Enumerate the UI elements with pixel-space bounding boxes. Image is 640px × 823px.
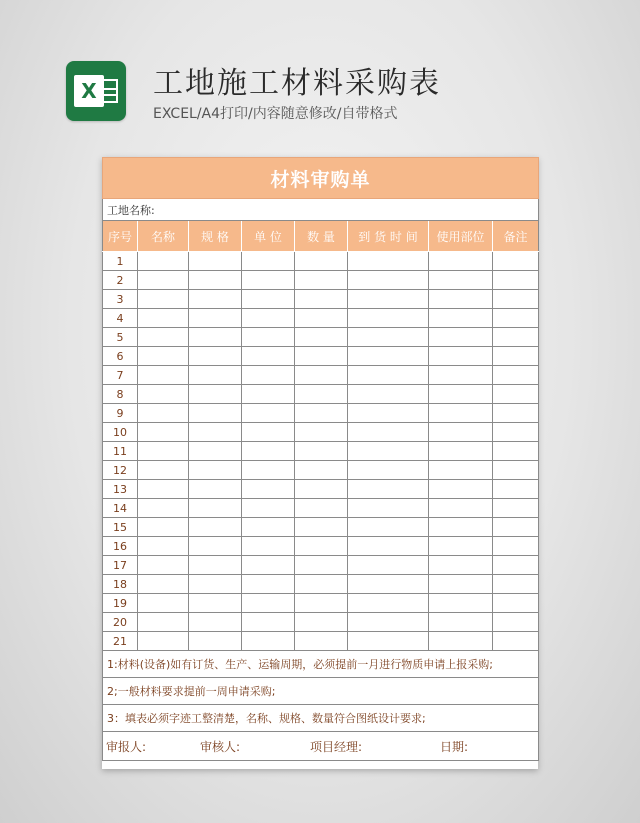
table-cell[interactable] [429,347,493,366]
table-cell[interactable] [138,366,189,385]
table-row [103,404,539,423]
table-cell[interactable] [348,404,429,423]
table-row [103,537,539,556]
table-cell[interactable] [189,366,242,385]
table-row [103,328,539,347]
table-cell[interactable] [138,290,189,309]
signature-reporter[interactable]: 审报人: [106,739,147,754]
row-number: 21 [103,632,138,651]
table-row [103,290,539,309]
table-cell[interactable] [493,347,539,366]
table-cell[interactable] [493,480,539,499]
table-cell[interactable] [493,594,539,613]
table-cell[interactable] [493,423,539,442]
row-number: 17 [103,556,138,575]
table-cell[interactable] [295,575,348,594]
row-number: 14 [103,499,138,518]
table-cell[interactable] [295,537,348,556]
table-cell[interactable] [348,594,429,613]
row-number: 1 [103,252,138,271]
table-cell[interactable] [189,309,242,328]
table-cell[interactable] [493,632,539,651]
table-cell[interactable] [429,556,493,575]
table-row [103,499,539,518]
table-row [103,556,539,575]
row-number: 19 [103,594,138,613]
table-cell[interactable] [429,442,493,461]
table-cell[interactable] [138,575,189,594]
table-cell[interactable] [493,404,539,423]
table-row [103,461,539,480]
table-cell[interactable] [429,613,493,632]
table-row [103,271,539,290]
row-number: 15 [103,518,138,537]
row-number: 18 [103,575,138,594]
table-cell[interactable] [429,594,493,613]
table-cell[interactable] [493,537,539,556]
table-cell[interactable] [242,290,295,309]
signature-date[interactable]: 日期: [440,739,469,754]
table-cell[interactable] [348,575,429,594]
table-cell[interactable] [493,499,539,518]
table-cell[interactable] [242,518,295,537]
table-cell[interactable] [189,480,242,499]
table-cell[interactable] [295,404,348,423]
page-title: 工地施工材料采购表 [153,66,441,101]
table-cell[interactable] [242,632,295,651]
table-cell[interactable] [242,556,295,575]
table-cell[interactable] [295,271,348,290]
table-cell[interactable] [242,347,295,366]
table-cell[interactable] [295,347,348,366]
table-cell[interactable] [242,442,295,461]
row-number: 9 [103,404,138,423]
table-cell[interactable] [242,613,295,632]
table-cell[interactable] [429,404,493,423]
table-cell[interactable] [189,518,242,537]
table-cell[interactable] [295,423,348,442]
row-number: 12 [103,461,138,480]
table-cell[interactable] [189,404,242,423]
note-row [103,678,539,705]
table-cell[interactable] [189,271,242,290]
table-cell[interactable] [295,594,348,613]
table-cell[interactable] [429,461,493,480]
table-cell[interactable] [242,366,295,385]
table-cell[interactable] [189,423,242,442]
table-row [103,480,539,499]
row-number: 11 [103,442,138,461]
table-cell[interactable] [138,499,189,518]
table-cell[interactable] [242,461,295,480]
table-cell[interactable] [138,442,189,461]
table-cell[interactable] [493,366,539,385]
table-row [103,575,539,594]
table-body [103,252,539,651]
row-number: 16 [103,537,138,556]
signature-reviewer[interactable]: 审核人: [200,739,241,754]
table-cell[interactable] [295,613,348,632]
table-cell[interactable] [295,499,348,518]
table-cell[interactable] [138,632,189,651]
table-cell[interactable] [138,537,189,556]
table-cell[interactable] [348,480,429,499]
site-name-row [103,199,539,221]
table-cell[interactable] [189,328,242,347]
table-cell[interactable] [348,347,429,366]
table-cell[interactable] [189,613,242,632]
table-cell[interactable] [189,556,242,575]
column-header: 备注 [493,221,539,252]
signature-cell [103,732,539,761]
table-row [103,613,539,632]
column-header: 使用部位 [429,221,493,252]
table-cell[interactable] [242,252,295,271]
table-cell[interactable] [189,594,242,613]
row-number: 5 [103,328,138,347]
row-number: 2 [103,271,138,290]
table-cell[interactable] [493,613,539,632]
signature-row [103,732,539,761]
table-row [103,385,539,404]
table-cell[interactable] [348,518,429,537]
row-number: 10 [103,423,138,442]
table-cell[interactable] [429,328,493,347]
column-header: 规 格 [189,221,242,252]
table-cell[interactable] [295,252,348,271]
table-cell[interactable] [429,271,493,290]
table-cell[interactable] [189,347,242,366]
notes-section [103,651,539,732]
note-text: 3：填表必须字迹工整清楚，名称、规格、数量符合图纸设计要求; [103,705,539,732]
table-row [103,423,539,442]
excel-icon [66,61,126,121]
table-cell[interactable] [295,309,348,328]
form-title-row [103,158,539,199]
table-cell[interactable] [138,252,189,271]
row-number: 6 [103,347,138,366]
table-cell[interactable] [429,480,493,499]
table-cell[interactable] [242,537,295,556]
column-header: 单 位 [242,221,295,252]
table-cell[interactable] [138,594,189,613]
table-cell[interactable] [348,328,429,347]
table-cell[interactable] [429,575,493,594]
table-cell[interactable] [242,271,295,290]
table-cell[interactable] [348,423,429,442]
table-cell[interactable] [295,632,348,651]
table-cell[interactable] [242,423,295,442]
table-cell[interactable] [429,423,493,442]
table-cell[interactable] [348,309,429,328]
table-cell[interactable] [493,556,539,575]
table-row [103,252,539,271]
table-cell[interactable] [242,404,295,423]
note-text: 1:材料(设备)如有订货、生产、运输周期，必须提前一月进行物质申请上报采购; [103,651,539,678]
table-cell[interactable] [348,461,429,480]
table-cell[interactable] [295,290,348,309]
table-cell[interactable] [348,366,429,385]
table-cell[interactable] [493,575,539,594]
table-cell[interactable] [295,556,348,575]
site-name-label[interactable]: 工地名称: [103,199,539,221]
table-cell[interactable] [295,518,348,537]
page-subtitle: EXCEL/A4打印/内容随意修改/自带格式 [153,106,398,122]
table-cell[interactable] [138,404,189,423]
column-header: 名称 [138,221,189,252]
table-row [103,632,539,651]
signature-project-manager[interactable]: 项目经理: [310,739,363,754]
table-cell[interactable] [493,461,539,480]
table-cell[interactable] [242,385,295,404]
table-cell[interactable] [242,594,295,613]
table-cell[interactable] [138,556,189,575]
table-cell[interactable] [493,271,539,290]
table-cell[interactable] [348,499,429,518]
purchase-form-sheet [102,157,538,769]
row-number: 8 [103,385,138,404]
table-cell[interactable] [242,309,295,328]
table-cell[interactable] [348,252,429,271]
table-row [103,594,539,613]
table-cell[interactable] [295,461,348,480]
table-cell[interactable] [138,271,189,290]
table-cell[interactable] [295,385,348,404]
table-cell[interactable] [189,385,242,404]
note-row [103,705,539,732]
table-cell[interactable] [429,366,493,385]
table-cell[interactable] [348,442,429,461]
table-cell[interactable] [295,366,348,385]
excel-letter: X [74,75,104,107]
table-cell[interactable] [493,385,539,404]
table-cell[interactable] [348,556,429,575]
row-number: 20 [103,613,138,632]
table-cell[interactable] [493,309,539,328]
table-cell[interactable] [189,442,242,461]
table-cell[interactable] [295,480,348,499]
column-header-row [103,221,539,252]
note-row [103,651,539,678]
table-cell[interactable] [295,442,348,461]
table-cell[interactable] [138,328,189,347]
table-cell[interactable] [493,442,539,461]
table-row [103,442,539,461]
table-cell[interactable] [429,537,493,556]
table-cell[interactable] [189,537,242,556]
table-cell[interactable] [138,480,189,499]
table-cell[interactable] [242,480,295,499]
row-number: 3 [103,290,138,309]
table-cell[interactable] [189,632,242,651]
table-cell[interactable] [493,518,539,537]
table-cell[interactable] [138,518,189,537]
table-row [103,309,539,328]
purchase-form-table [102,157,539,761]
table-cell[interactable] [493,290,539,309]
table-cell[interactable] [138,461,189,480]
table-cell[interactable] [189,290,242,309]
row-number: 7 [103,366,138,385]
table-cell[interactable] [429,385,493,404]
row-number: 4 [103,309,138,328]
table-row [103,366,539,385]
table-cell[interactable] [429,252,493,271]
form-title: 材料审购单 [103,158,539,199]
table-cell[interactable] [295,328,348,347]
table-cell[interactable] [189,499,242,518]
table-cell[interactable] [138,613,189,632]
table-cell[interactable] [348,290,429,309]
table-cell[interactable] [493,328,539,347]
column-header: 序号 [103,221,138,252]
table-cell[interactable] [348,537,429,556]
row-number: 13 [103,480,138,499]
table-cell[interactable] [429,499,493,518]
table-cell[interactable] [242,575,295,594]
table-cell[interactable] [138,309,189,328]
table-cell[interactable] [429,632,493,651]
table-cell[interactable] [493,252,539,271]
table-cell[interactable] [429,518,493,537]
table-row [103,518,539,537]
table-cell[interactable] [138,423,189,442]
table-cell[interactable] [242,328,295,347]
column-header: 数 量 [295,221,348,252]
column-header: 到 货 时 间 [348,221,429,252]
table-cell[interactable] [429,290,493,309]
table-cell[interactable] [348,271,429,290]
table-cell[interactable] [189,252,242,271]
table-cell[interactable] [189,461,242,480]
note-text: 2;一般材料要求提前一周申请采购; [103,678,539,705]
table-cell[interactable] [138,347,189,366]
table-cell[interactable] [348,632,429,651]
spreadsheet-grid-icon [102,79,118,103]
table-cell[interactable] [189,575,242,594]
table-cell[interactable] [242,499,295,518]
table-cell[interactable] [348,613,429,632]
table-cell[interactable] [429,309,493,328]
table-cell[interactable] [348,385,429,404]
table-row [103,347,539,366]
table-cell[interactable] [138,385,189,404]
